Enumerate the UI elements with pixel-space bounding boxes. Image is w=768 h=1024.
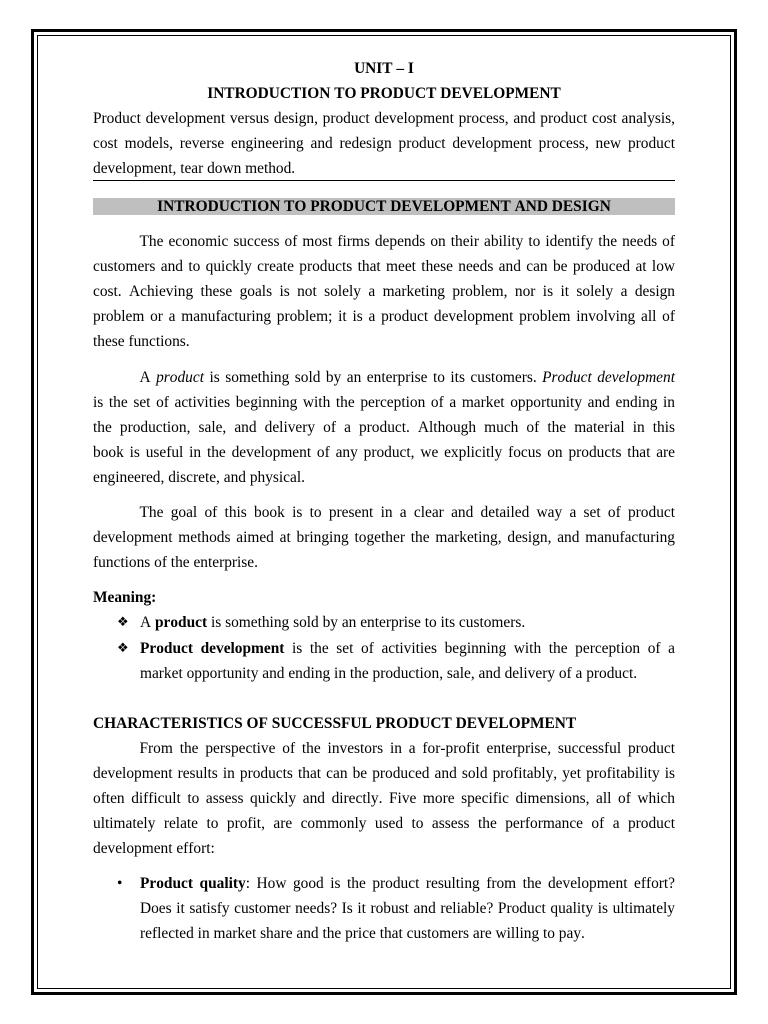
text-run: : How good is the product resulting from the development effort? xyxy=(245,875,676,892)
paragraph-line xyxy=(93,365,675,390)
text-run: is something sold by an enterprise to its customers. xyxy=(207,614,526,631)
paragraph-line: customers and to quickly create products that meet these needs and can be produced at low xyxy=(93,258,675,275)
italic-term-product: product xyxy=(156,369,204,386)
text-run: is something sold by an enterprise to its customers. xyxy=(203,369,543,386)
unit-label: UNIT – I xyxy=(354,60,414,77)
paragraph-line: The goal of this book is to present in a clear and detailed way a set of product xyxy=(139,504,675,521)
list-item-line: reflected in market share and the price that customers are willing to pay. xyxy=(140,925,585,942)
paragraph-line: the production, sale, and delivery of a product. Although much of the material in this xyxy=(93,419,675,436)
section-heading-intro: INTRODUCTION TO PRODUCT DEVELOPMENT AND DESIGN xyxy=(93,198,675,215)
bold-term-product: product xyxy=(154,614,208,631)
list-item-line xyxy=(140,636,675,661)
page-content xyxy=(93,56,675,946)
text-run: is the set of activities beginning with the perception of a xyxy=(284,640,675,657)
section-heading-characteristics: CHARACTERISTICS OF SUCCESSFUL PRODUCT DEVELOPMENT xyxy=(93,715,577,732)
list-item-line: Does it satisfy customer needs? Is it robust and reliable? Product quality is ultimately xyxy=(140,900,675,917)
paragraph-economic-success xyxy=(93,229,675,354)
paragraph-line: ultimately relate to profit, are commonly used to assess the performance of a product xyxy=(93,815,675,832)
text-run: A xyxy=(140,614,155,631)
diamond-bullet-icon: ❖ xyxy=(117,615,129,630)
paragraph-line: development methods aimed at bringing together the marketing, design, and manufacturing xyxy=(93,529,675,546)
paragraph-line: The economic success of most firms depends on their ability to identify the needs of xyxy=(139,233,675,250)
dimension-item-product-quality xyxy=(93,871,675,946)
paragraph-line: engineered, discrete, and physical. xyxy=(93,469,305,486)
paragraph-line: book is useful in the development of any product, we explicitly focus on products that are xyxy=(93,444,675,461)
paragraph-book-goal xyxy=(93,500,675,575)
list-item-line xyxy=(140,610,675,635)
paragraph-line: functions of the enterprise. xyxy=(93,554,258,571)
syllabus-line: Product development versus design, product development process, and product cost analysis, xyxy=(93,110,675,127)
syllabus-line: development, tear down method. xyxy=(93,160,296,177)
paragraph-line: problem or a manufacturing problem; it is a product development problem involving all of xyxy=(93,308,675,325)
paragraph-line: often difficult to assess quickly and directly. Five more specific dimensions, all of which xyxy=(93,790,675,807)
bold-term-product-development: Product development xyxy=(140,640,285,657)
paragraph-line: development effort: xyxy=(93,840,215,857)
paragraph-line: development results in products that can be produced and sold profitably, yet profitability is xyxy=(93,765,675,782)
paragraph-line: these functions. xyxy=(93,333,190,350)
italic-term-product-development: Product development xyxy=(542,369,675,386)
bold-term-product-quality: Product quality xyxy=(140,875,246,892)
paragraph-line: cost. Achieving these goals is not solely a marketing problem, nor is it solely a design xyxy=(93,283,675,300)
paragraph-line: is the set of activities beginning with the perception of a market opportunity and ending in xyxy=(93,394,675,411)
text-run: A xyxy=(139,369,157,386)
paragraph-line: From the perspective of the investors in a for-profit enterprise, successful product xyxy=(139,740,675,757)
diamond-bullet-icon: ❖ xyxy=(117,641,129,656)
meaning-item-product xyxy=(93,610,675,635)
meaning-item-product-development xyxy=(93,636,675,686)
meaning-label: Meaning: xyxy=(93,589,157,606)
syllabus-line: cost models, reverse engineering and redesign product development process, new product xyxy=(93,135,675,152)
list-item-line: market opportunity and ending in the production, sale, and delivery of a product. xyxy=(140,665,638,682)
paragraph-investor-perspective xyxy=(93,736,675,861)
paragraph-product-definition xyxy=(93,365,675,490)
round-bullet-icon: • xyxy=(117,875,123,892)
list-item-line xyxy=(140,871,675,896)
unit-title: INTRODUCTION TO PRODUCT DEVELOPMENT xyxy=(207,85,561,102)
unit-syllabus xyxy=(93,106,675,181)
